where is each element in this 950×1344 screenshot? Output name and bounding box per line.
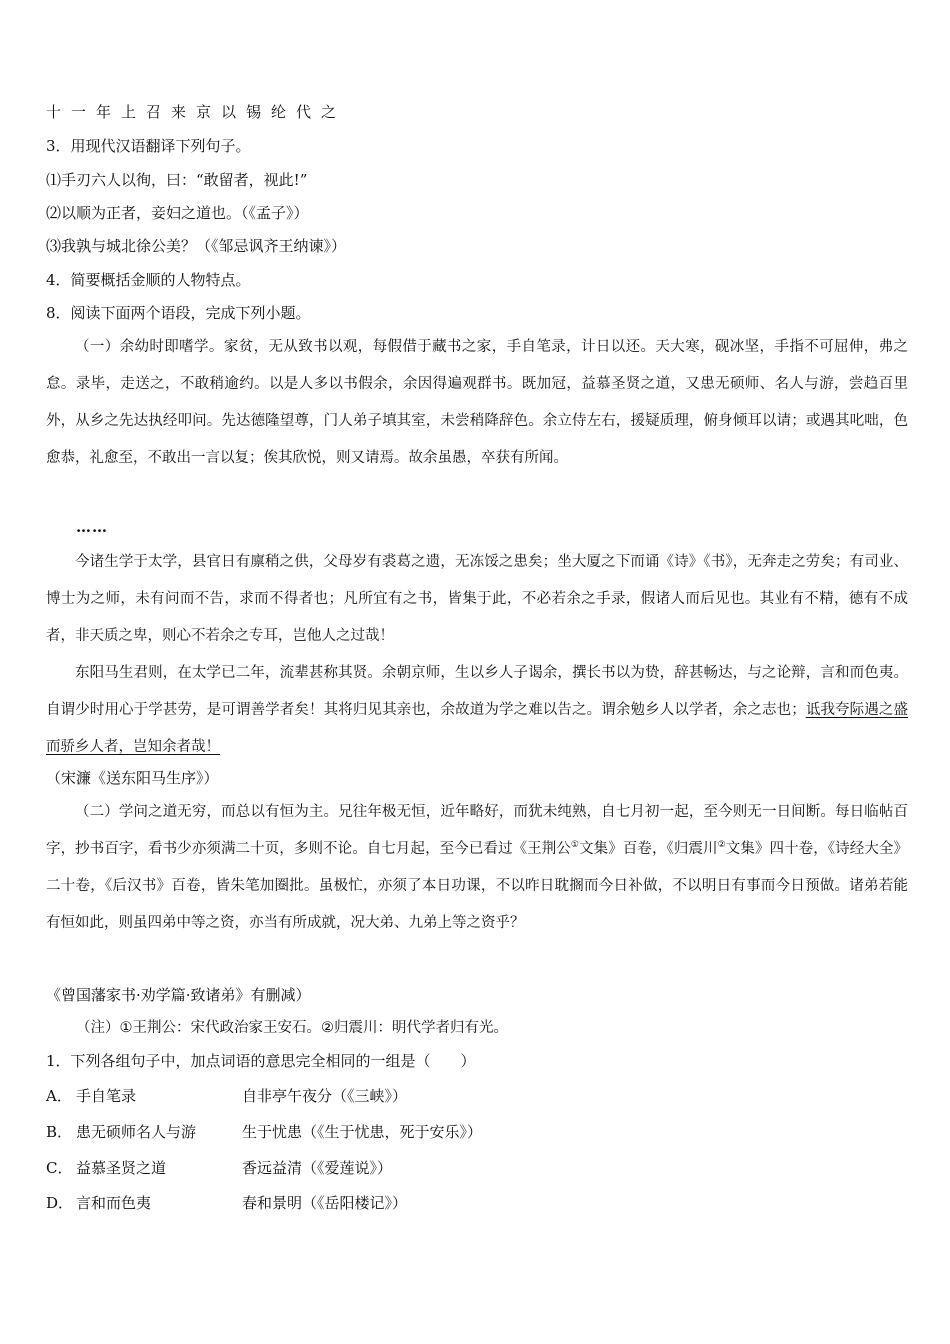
intro-line: 十一年上召来京以锡纶代之 — [46, 103, 347, 121]
passage1-paragraph3 — [46, 655, 908, 766]
option-c-right: 香远益清（《爱莲说》） — [242, 1159, 393, 1177]
option-b-letter: B． — [46, 1123, 73, 1141]
q3-title: 3．用现代汉语翻译下列句子。 — [46, 137, 251, 155]
passage2-text-a: （二）学问之道无穷，而总以有恒为主。兄往年极无恒，近年略好，而犹未纯熟，自七月初一起，至今则无一日间断。每日临帖百字，抄书百字，看书少亦须满二十页，多则不论。自七月起，至今已看过《王荆公 — [46, 804, 908, 857]
option-d-letter: D． — [46, 1194, 74, 1212]
option-c — [0, 1157, 862, 1177]
passage1-paragraph1: （一）余幼时即嗜学。家贫，无从致书以观，每假借于藏书之家，手自笔录，计日以还。天大寒，砚冰坚，手指不可屈伸，弗之怠。录毕，走送之，不敢稍逾约。以是人多以书假余，余因得遍观群书。既加冠，益慕圣贤之道，又患无硕师、名人与游，尝趋百里外，从乡之先达执经叩问。先达德隆望尊，门人弟子填其室，未尝稍降辞色。余立侍左右，援疑质理，俯身倾耳以请；或遇其叱咄，色愈恭，礼愈至，不敢出一言以复；俟其欣悦，则又请焉。故余虽愚，卒获有所闻。 — [46, 339, 908, 466]
option-b-left: 患无硕师名人与游 — [76, 1123, 197, 1141]
ellipsis: …… — [76, 518, 108, 536]
option-a-right: 自非亭午夜分（《三峡》） — [242, 1087, 408, 1105]
passage2-text-b: 文集》百卷，《归震川 — [579, 841, 718, 857]
passage1-source: （宋濂《送东阳马生序》） — [46, 769, 219, 787]
q8-title: 8．阅读下面两个语段，完成下列小题。 — [46, 304, 311, 322]
underlined-sentence: 诋我夸际遇之盛而骄乡人者，岂知余者哉！ — [46, 702, 909, 755]
option-a-letter: A． — [46, 1087, 72, 1105]
q3-item-1: ⑴手刃六人以徇，曰：“敢留者，视此!” — [46, 171, 308, 189]
passage2-text-c: 文集》四十卷，《诗经大全》二十卷，《后汉书》百卷，皆朱笔加圈批。虽极忙，亦须了本日功课，不以昨日耽搁而今日补做，不以明日有事而今日预做。诸弟若能有恒如此，则虽四弟中等之资，亦当有所成就，况大弟、九弟上等之资乎？ — [46, 841, 908, 931]
option-b — [0, 1121, 862, 1141]
q1-stem: 1．下列各组句子中，加点词语的意思完全相同的一组是（ ） — [46, 1052, 476, 1070]
footnote-mark-1: ① — [570, 840, 580, 851]
paragraph3-text: 东阳马生君则，在太学已二年，流辈甚称其贤。余朝京师，生以乡人子谒余，撰长书以为贽，辞甚畅达，与之论辩，言和而色夷。自谓少时用心于学甚劳，是可谓善学者矣！其将归见其亲也，余故道为学之难以告之。谓余勉乡人以学者，余之志也； — [46, 665, 908, 718]
option-a — [0, 1085, 862, 1105]
q3-item-2: ⑵以顺为正者，妾妇之道也。（《孟子》） — [46, 204, 309, 222]
q3-item-3: ⑶我孰与城北徐公美？（《邹忌讽齐王纳谏》） — [46, 237, 347, 255]
footnote-mark-2: ② — [717, 840, 726, 851]
footnote: （注）①王荆公：宋代政治家王安石。②归震川：明代学者归有光。 — [76, 1020, 508, 1036]
option-c-left: 益慕圣贤之道 — [76, 1159, 167, 1177]
passage2-source: 《曾国藩家书·劝学篇·致诸弟》有删减） — [46, 986, 311, 1004]
option-d-left: 言和而色夷 — [76, 1194, 152, 1212]
option-a-left: 手自笔录 — [76, 1087, 137, 1105]
passage2-paragraph — [46, 794, 908, 979]
option-d-right: 春和景明（《岳阳楼记》） — [242, 1194, 408, 1212]
q4-title: 4．简要概括金顺的人物特点。 — [46, 271, 251, 289]
option-b-right: 生于忧患（《生于忧患，死于安乐》） — [242, 1123, 483, 1141]
passage1-paragraph2: 今诸生学于太学，县官日有廪稍之供，父母岁有裘葛之遗，无冻馁之患矣；坐大厦之下而诵《诗》《书》，无奔走之劳矣；有司业、博士为之师，未有问而不告，求而不得者也；凡所宜有之书，皆集于此，不必若余之手录，假诸人而后见也。其业有不精，德有不成者，非天质之卑，则心不若余之专耳，岂他人之过哉！ — [46, 554, 908, 644]
option-c-letter: C． — [46, 1159, 73, 1177]
option-d — [0, 1192, 862, 1212]
